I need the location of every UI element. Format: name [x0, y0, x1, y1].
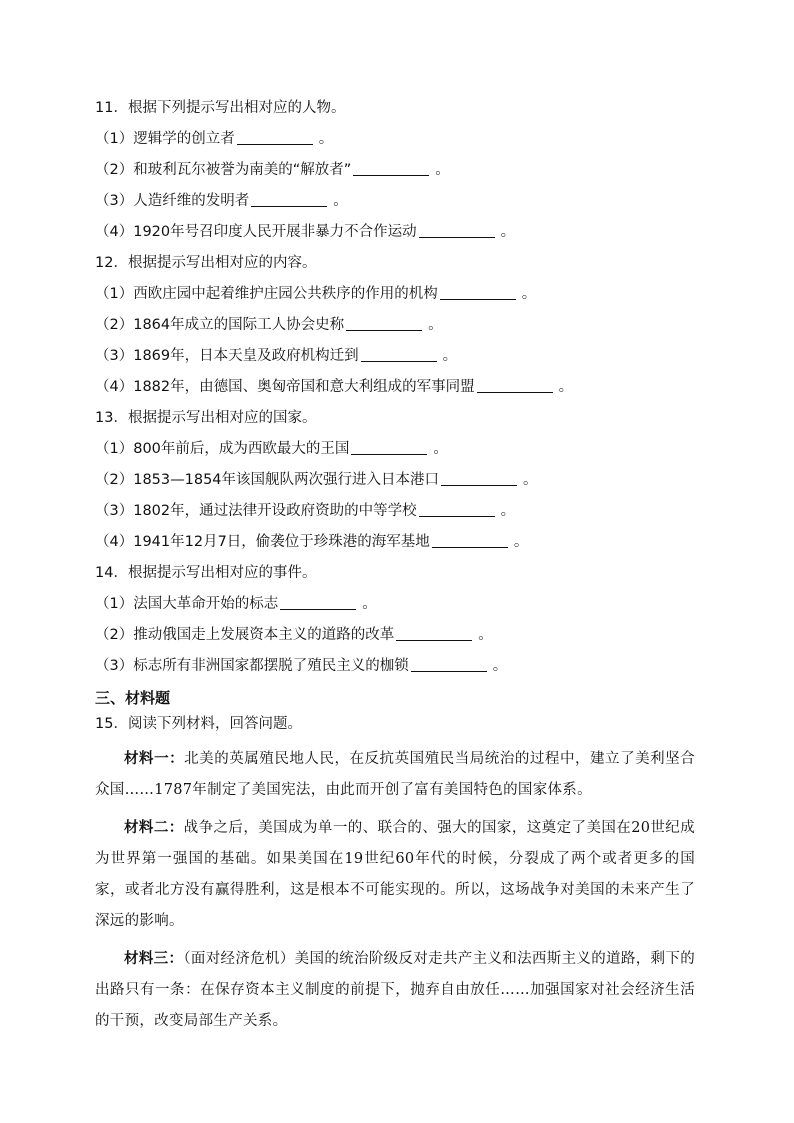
section-heading: 三、材料题	[95, 689, 171, 707]
item-text: （3）人造纤维的发明者	[95, 193, 250, 209]
answer-blank[interactable]	[411, 657, 487, 672]
answer-blank[interactable]	[396, 626, 472, 641]
answer-blank[interactable]	[353, 161, 429, 176]
item-text: （2）1864年成立的国际工人协会史称	[95, 317, 345, 333]
item-text: （3）标志所有非洲国家都摆脱了殖民主义的枷锁	[95, 658, 409, 674]
question-15-title: 15．阅读下列材料，回答问题。	[95, 716, 302, 732]
answer-blank[interactable]	[441, 471, 517, 486]
item-end: 。	[333, 193, 348, 209]
question-11-item-3	[95, 186, 715, 217]
question-11-item-1	[95, 124, 715, 155]
item-text: （2）和玻利瓦尔被誉为南美的“解放者”	[95, 162, 352, 178]
item-end: 。	[318, 131, 334, 147]
item-end: 。	[433, 441, 448, 457]
question-13-item-2	[95, 465, 715, 496]
answer-blank[interactable]	[419, 223, 495, 238]
material-1	[95, 743, 695, 806]
question-13-item-3	[95, 496, 715, 527]
item-end: 。	[513, 534, 529, 550]
item-end: 。	[521, 286, 537, 302]
item-end: 。	[435, 162, 450, 178]
answer-blank[interactable]	[237, 130, 313, 145]
item-text: （1）西欧庄园中起着维护庄园公共秩序的作用的机构	[95, 286, 438, 302]
material-2	[95, 812, 695, 937]
question-14-item-2	[95, 620, 715, 651]
material-label: 材料一：	[124, 750, 185, 767]
item-text: （1）法国大革命开始的标志	[95, 596, 279, 612]
answer-blank[interactable]	[351, 440, 427, 455]
item-text: （2）推动俄国走上发展资本主义的道路的改革	[95, 627, 395, 643]
item-text: （4）1941年12月7日，偷袭位于珍珠港的海军基地	[95, 534, 430, 550]
material-text: （面对经济危机）美国的统治阶级反对走共产主义和法西斯主义的道路，剩下的出路只有一条：在保存资本主义制度的前提下，抛弃自由放任……加强国家对社会经济生活的干预，改变局部生产关系。	[95, 951, 695, 1029]
question-13-title: 13．根据提示写出相对应的国家。	[95, 410, 317, 426]
answer-blank[interactable]	[361, 347, 437, 362]
item-text: （1）800年前后，成为西欧最大的王国	[95, 441, 350, 457]
item-end: 。	[558, 379, 574, 395]
question-13-item-4	[95, 527, 715, 558]
item-text: （3）1869年，日本天皇及政府机构迁到	[95, 348, 359, 364]
answer-blank[interactable]	[477, 378, 553, 393]
material-label: 材料二：	[124, 819, 184, 836]
item-end: 。	[428, 317, 443, 333]
question-14-item-1	[95, 589, 715, 620]
answer-blank[interactable]	[346, 316, 422, 331]
answer-blank[interactable]	[251, 192, 327, 207]
item-text: （1）逻辑学的创立者	[95, 131, 235, 147]
item-end: 。	[478, 627, 493, 643]
question-14-item-3	[95, 651, 715, 682]
answer-blank[interactable]	[280, 595, 356, 610]
answer-blank[interactable]	[432, 533, 508, 548]
item-text: （3）1802年，通过法律开设政府资助的中等学校	[95, 503, 417, 519]
answer-blank[interactable]	[440, 285, 516, 300]
question-11-title: 11．根据下列提示写出相对应的人物。	[95, 100, 346, 116]
question-14-title: 14．根据提示写出相对应的事件。	[95, 565, 317, 581]
question-12-item-4	[95, 372, 715, 403]
item-text: （4）1882年，由德国、奥匈帝国和意大利组成的军事同盟	[95, 379, 475, 395]
question-13-item-1	[95, 434, 715, 465]
item-end: 。	[500, 224, 516, 240]
question-11-item-4	[95, 217, 715, 248]
material-3	[95, 943, 695, 1037]
material-text: 战争之后，美国成为单一的、联合的、强大的国家，这奠定了美国在20世纪成为世界第一强国的基础。如果美国在19世纪60年代的时候，分裂成了两个或者更多的国家，或者北方没有赢得胜利，这是根本不可能实现的。所以，这场战争对美国的未来产生了深远的影响。	[95, 820, 695, 929]
question-12-item-1	[95, 279, 715, 310]
material-text: 北美的英属殖民地人民，在反抗英国殖民当局统治的过程中，建立了美利坚合众国……1787年制定了美国宪法，由此而开创了富有美国特色的国家体系。	[95, 751, 696, 798]
item-end: 。	[523, 472, 538, 488]
answer-blank[interactable]	[419, 502, 495, 517]
question-12-item-3	[95, 341, 715, 372]
question-12-title: 12．根据提示写出相对应的内容。	[95, 255, 317, 271]
material-label: 材料三：	[124, 950, 184, 967]
item-end: 。	[442, 348, 458, 364]
document-content	[95, 93, 715, 1037]
item-text: （4）1920年号召印度人民开展非暴力不合作运动	[95, 224, 417, 240]
item-text: （2）1853—1854年该国舰队两次强行进入日本港口	[95, 472, 440, 488]
item-end: 。	[362, 596, 377, 612]
item-end: 。	[492, 658, 508, 674]
item-end: 。	[500, 503, 516, 519]
question-11-item-2	[95, 155, 715, 186]
question-12-item-2	[95, 310, 715, 341]
